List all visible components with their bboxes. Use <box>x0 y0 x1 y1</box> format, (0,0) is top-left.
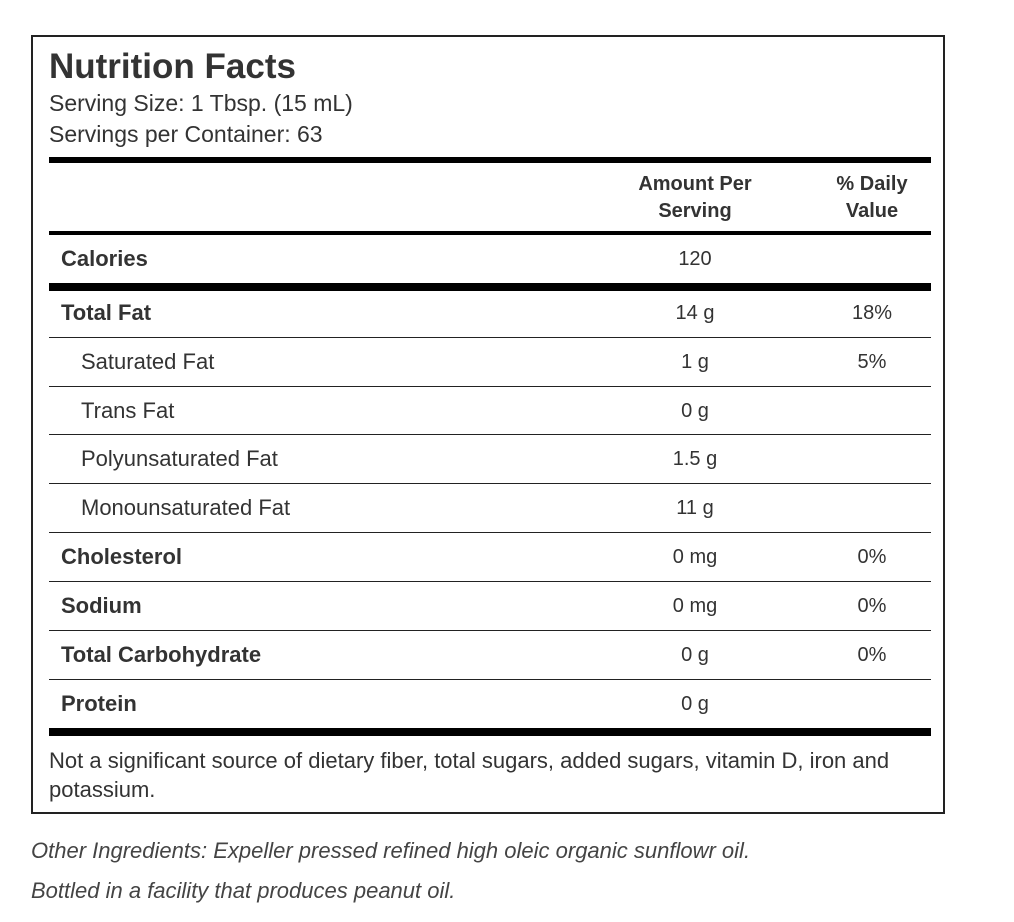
row-label: Monounsaturated Fat <box>81 495 291 520</box>
daily-value-header <box>802 171 942 225</box>
table-row-total-fat <box>49 289 931 337</box>
dv-header-line2: Value <box>845 200 899 222</box>
table-row-monounsaturated-fat <box>49 484 931 532</box>
row-amount: 0 g <box>681 400 709 422</box>
row-amount: 120 <box>678 248 712 270</box>
row-label: Calories <box>61 246 148 271</box>
dv-header-line1: % Daily <box>836 173 908 195</box>
row-amount: 14 g <box>675 302 715 324</box>
serving-size: Serving Size: 1 Tbsp. (15 mL) <box>49 90 353 116</box>
row-amount: 0 mg <box>672 595 718 617</box>
amount-header-line1: Amount Per <box>638 173 752 195</box>
header-divider <box>49 157 931 163</box>
table-row-sodium <box>49 582 931 630</box>
row-daily-value: 0% <box>857 546 887 568</box>
amount-header-line2: Serving <box>658 200 732 222</box>
allergen-statement: Bottled in a facility that produces peanut oil. <box>31 878 456 903</box>
row-amount: 0 g <box>681 644 709 666</box>
table-row-trans-fat <box>49 387 931 435</box>
table-bottom-divider <box>49 728 931 736</box>
table-row-cholesterol <box>49 533 931 581</box>
row-label: Sodium <box>61 593 142 618</box>
row-daily-value: 5% <box>857 351 887 373</box>
row-amount: 0 mg <box>672 546 718 568</box>
row-amount: 1.5 g <box>672 448 718 470</box>
table-row-polyunsaturated-fat <box>49 435 931 483</box>
amount-per-serving-header <box>615 171 775 225</box>
row-amount: 0 g <box>681 693 709 715</box>
row-label: Total Carbohydrate <box>61 642 262 667</box>
nutrition-facts-panel <box>31 35 945 814</box>
row-label: Trans Fat <box>81 398 175 423</box>
row-daily-value: 18% <box>851 302 893 324</box>
row-label: Saturated Fat <box>81 349 215 374</box>
other-ingredients: Other Ingredients: Expeller pressed refined high oleic organic sunflowr oil. <box>31 838 751 863</box>
row-amount: 1 g <box>681 351 709 373</box>
table-row-protein <box>49 680 931 728</box>
servings-per-container: Servings per Container: 63 <box>49 121 323 147</box>
table-row-saturated-fat <box>49 338 931 386</box>
table-row-calories <box>49 235 931 283</box>
table-row-total-carbohydrate <box>49 631 931 679</box>
row-daily-value: 0% <box>857 644 887 666</box>
row-label: Protein <box>61 691 137 716</box>
row-amount: 11 g <box>676 497 714 519</box>
row-label: Total Fat <box>61 300 152 325</box>
row-daily-value: 0% <box>857 595 887 617</box>
nutrition-facts-title: Nutrition Facts <box>49 47 296 86</box>
row-label: Polyunsaturated Fat <box>81 446 278 471</box>
row-label: Cholesterol <box>61 544 183 569</box>
footnote: Not a significant source of dietary fiber, total sugars, added sugars, vitamin D, iron and potassium. <box>49 748 890 802</box>
